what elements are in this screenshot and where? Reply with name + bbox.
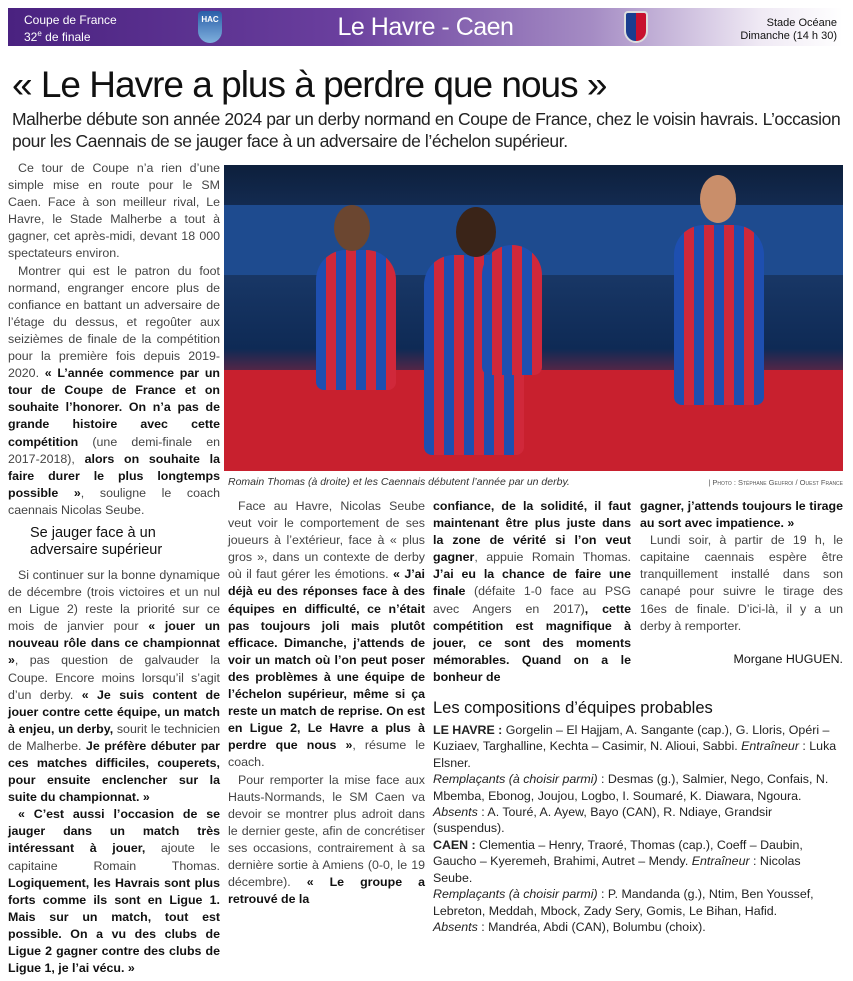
text-run: Lundi soir, à partir de 19 h, le capitaine caennais espère être tranquillement installé dans son canapé pour suivre le tirage des 16es de finale. D’ici-là, il y a un derby à remporter. bbox=[640, 533, 843, 633]
bold-text: LE HAVRE : bbox=[433, 723, 506, 738]
paragraph bbox=[433, 498, 631, 686]
bold-text: CAEN : bbox=[433, 837, 480, 852]
venue-name: Stade Océane bbox=[766, 17, 837, 29]
bold-text: J’ai eu la chance de faire une finale bbox=[433, 567, 631, 599]
column-2 bbox=[228, 498, 425, 908]
italic-text: Remplaçants (à choisir parmi) bbox=[433, 887, 598, 902]
competition-label bbox=[24, 13, 117, 44]
text-run: : Desmas (g.), Salmier, Nego, Confais, N. Mbemba, Ebonog, Joujou, Logbo, I. Soumaré, K. Diawara, Ngoura. bbox=[433, 772, 829, 803]
columns-3-4 bbox=[433, 498, 843, 686]
player-figure bbox=[674, 225, 764, 405]
text-run: : A. Touré, A. Ayew, Bayo (CAN), R. Ndiaye, Grandsir (suspendus). bbox=[433, 805, 773, 836]
composition-line bbox=[433, 837, 843, 886]
composition-line bbox=[433, 771, 843, 804]
bold-text: confiance, de la solidité, il faut maintenant être plus juste dans la zone de vérité si l’on veut gagner bbox=[433, 499, 631, 565]
text-run: : Mandréa, Abdi (CAN), Bolumbu (choix). bbox=[477, 919, 706, 934]
text-run: : Nicolas Seube. bbox=[433, 854, 801, 885]
round-number: 32 bbox=[24, 30, 38, 44]
bold-text: , cette compétition est magnifique à jouer, ce sont des moments mémorables. Quand on a le bonheur de bbox=[433, 601, 631, 684]
round-rest: de finale bbox=[41, 30, 91, 44]
paragraph bbox=[8, 567, 220, 806]
bold-text: « Le groupe a retrouvé de la bbox=[228, 875, 425, 907]
bold-text: « C’est aussi l’occasion de se jauger dans un match très intéressant à jouer, bbox=[8, 807, 220, 856]
text-run: (une demi-finale en 2017-2018), bbox=[8, 434, 220, 466]
bold-text: alors on souhaite la faire durer le plus longtemps possible » bbox=[8, 451, 220, 500]
text-run: , pas question de galvauder la Coupe. Encore moins lorsqu’il s’agit d’un derby. bbox=[8, 653, 220, 702]
bold-text: Je préfère débuter par ces matches difficiles, couperets, pour ensuite enclencher sur la suite du championnat. » bbox=[8, 738, 220, 805]
paragraph bbox=[8, 160, 220, 263]
text-run: Pour remporter la mise face aux Hauts-Normands, le SM Caen va devoir se montrer plus adroit dans le dernier geste, afin de concrétiser ses occasions, contrairement à sa dernière sortie à Amiens (0-0, le 19 décembre). bbox=[228, 772, 425, 890]
bold-text: Logiquement, les Havrais sont plus forts comme ils sont en Ligue 1. Mais sur un match, tout est possible. On a vu des clubs de Ligue 2 gagner contre des clubs de Ligue 1, je l’ai vécu. » bbox=[8, 875, 220, 976]
column-1 bbox=[8, 160, 220, 977]
article-body bbox=[8, 160, 843, 977]
paragraph bbox=[8, 806, 220, 977]
text-run: Ce tour de Coupe n’a rien d’une simple mise en route pour le SM Caen. Face à son meilleur rival, Le Havre, le Stade Malherbe a tout à gagner, cet après-midi, devant 18 000 spectateurs environ. bbox=[8, 161, 220, 261]
column-4-text bbox=[640, 498, 843, 635]
caen-logo-icon bbox=[624, 11, 648, 43]
round-label bbox=[24, 27, 117, 44]
author-byline: Morgane HUGUEN. bbox=[733, 651, 843, 666]
compositions-list bbox=[433, 722, 843, 935]
composition-line bbox=[433, 804, 843, 837]
player-head bbox=[334, 205, 370, 251]
bold-text: « L’année commence par un tour de Coupe de France et on souhaite l’honorer. On n’a pas de grande histoire avec cette compétition bbox=[8, 366, 220, 449]
match-title: Le Havre - Caen bbox=[337, 13, 514, 41]
text-run: Gorgelin – El Hajjam, A. Sangante (cap.), G. Lloris, Opéri – Kuziaev, Targhalline, Kechta – Casimir, N. Alioui, Sabbi. bbox=[433, 723, 830, 754]
paragraph bbox=[228, 498, 425, 772]
column-3 bbox=[433, 498, 631, 686]
italic-text: Absents bbox=[433, 919, 478, 934]
bold-text: « jouer un nouveau rôle dans ce championnat » bbox=[8, 619, 220, 668]
compositions-title: Les compositions d’équipes probables bbox=[433, 699, 713, 718]
text-run: Face au Havre, Nicolas Seube veut voir le comportement de ses joueurs à l’extérieur, face à « plus gros », dans un contexte de derby où il faut gérer les émotions. bbox=[228, 499, 425, 582]
column-1b-text bbox=[8, 567, 220, 977]
text-run: , souligne le coach caennais Nicolas Seube. bbox=[8, 485, 220, 517]
paragraph bbox=[640, 498, 843, 532]
photo-caption: Romain Thomas (à droite) et les Caennais débutent l’année par un derby. bbox=[228, 476, 570, 488]
match-photo bbox=[224, 165, 843, 471]
text-run: : Luka Elsner. bbox=[433, 739, 837, 770]
italic-text: Entraîneur bbox=[741, 739, 799, 754]
column-1-text bbox=[8, 160, 220, 519]
kickoff-time: Dimanche (14 h 30) bbox=[740, 30, 837, 42]
le-havre-logo-icon: HAC bbox=[198, 11, 222, 43]
player-figure bbox=[316, 250, 396, 390]
composition-line bbox=[433, 886, 843, 919]
italic-text: Entraîneur bbox=[691, 854, 750, 869]
venue-info bbox=[740, 17, 837, 43]
italic-text: Remplaçants (à choisir parmi) bbox=[433, 772, 598, 787]
right-block bbox=[433, 498, 843, 935]
column-2-text bbox=[228, 498, 425, 908]
text-run: sourit le technicien de Malherbe. bbox=[8, 721, 220, 753]
composition-line bbox=[433, 919, 843, 935]
player-head bbox=[456, 207, 496, 257]
round-sup: e bbox=[37, 29, 42, 38]
team-compositions bbox=[433, 698, 843, 935]
lower-columns bbox=[228, 498, 843, 935]
headline: « Le Havre a plus à perdre que nous » bbox=[12, 64, 607, 105]
bold-text: « Je suis content de jouer contre cette équipe, un match à enjeu, un derby, bbox=[8, 687, 221, 736]
text-run: Montrer qui est le patron du foot normand, engranger encore plus de confiance en battant un adversaire de l’étage du dessus, et regoûter aux seizièmes de finale de la compétition pour la première fois depuis 2019-2020. bbox=[8, 263, 220, 381]
text-run: Clementia – Henry, Traoré, Thomas (cap.), Coeff – Daubin, Gaucho – Kyeremeh, Brahimi, Autret – Mendy. bbox=[433, 837, 803, 869]
photo-caption-row bbox=[228, 476, 843, 488]
italic-text: Absents bbox=[433, 805, 478, 820]
right-area bbox=[224, 160, 843, 935]
column-4 bbox=[640, 498, 843, 668]
bold-text: « J’ai déjà eu des réponses face à des équipes en difficulté, ce n’était pas toujours joli mais plutôt efficace. Dimanche, j’attends de voir un match où l’on peut poser des problèmes à une équipe de l’échelon supérieur, même si ça reste un match de reprise. On est en Ligue 2, Le Havre a plus à perdre que nous » bbox=[228, 567, 425, 753]
text-run: , appuie Romain Thomas. bbox=[474, 550, 631, 565]
column-3-text bbox=[433, 498, 631, 686]
paragraph bbox=[228, 772, 425, 909]
text-run: (défaite 1-0 face au PSG avec Angers en 2017) bbox=[433, 584, 631, 616]
player-figure bbox=[482, 245, 542, 375]
paragraph bbox=[8, 263, 220, 519]
subheading: Se jauger face à un adversaire supérieur bbox=[30, 524, 163, 558]
text-run: Si continuer sur la bonne dynamique de décembre (trois victoires et un nul en Ligue 2) reste la priorité sur ce mois de janvier pour bbox=[8, 567, 220, 634]
paragraph bbox=[640, 532, 843, 635]
competition-name: Coupe de France bbox=[24, 13, 117, 27]
photo-credit: | Photo : Stéphane Geufroi / Ouest France bbox=[708, 478, 843, 487]
player-head bbox=[700, 175, 736, 223]
text-run: ajoute le capitaine Romain Thomas. bbox=[8, 841, 220, 873]
composition-line bbox=[433, 722, 843, 771]
text-run: , résume le coach. bbox=[228, 738, 425, 770]
match-banner bbox=[8, 8, 843, 46]
standfirst: Malherbe débute son année 2024 par un derby normand en Coupe de France, chez le voisin havrais. L’occasion pour les Caennais de se jauger face à un adversaire de l’échelon supérieur. bbox=[12, 109, 841, 151]
bold-text: gagner, j’attends toujours le tirage au sort avec impatience. » bbox=[640, 499, 843, 531]
text-run: : P. Mandanda (g.), Ntim, Ben Youssef, Lebreton, Meddah, Mbock, Zady Sery, Gomis, Le Bihan, Hafid. bbox=[433, 887, 814, 918]
